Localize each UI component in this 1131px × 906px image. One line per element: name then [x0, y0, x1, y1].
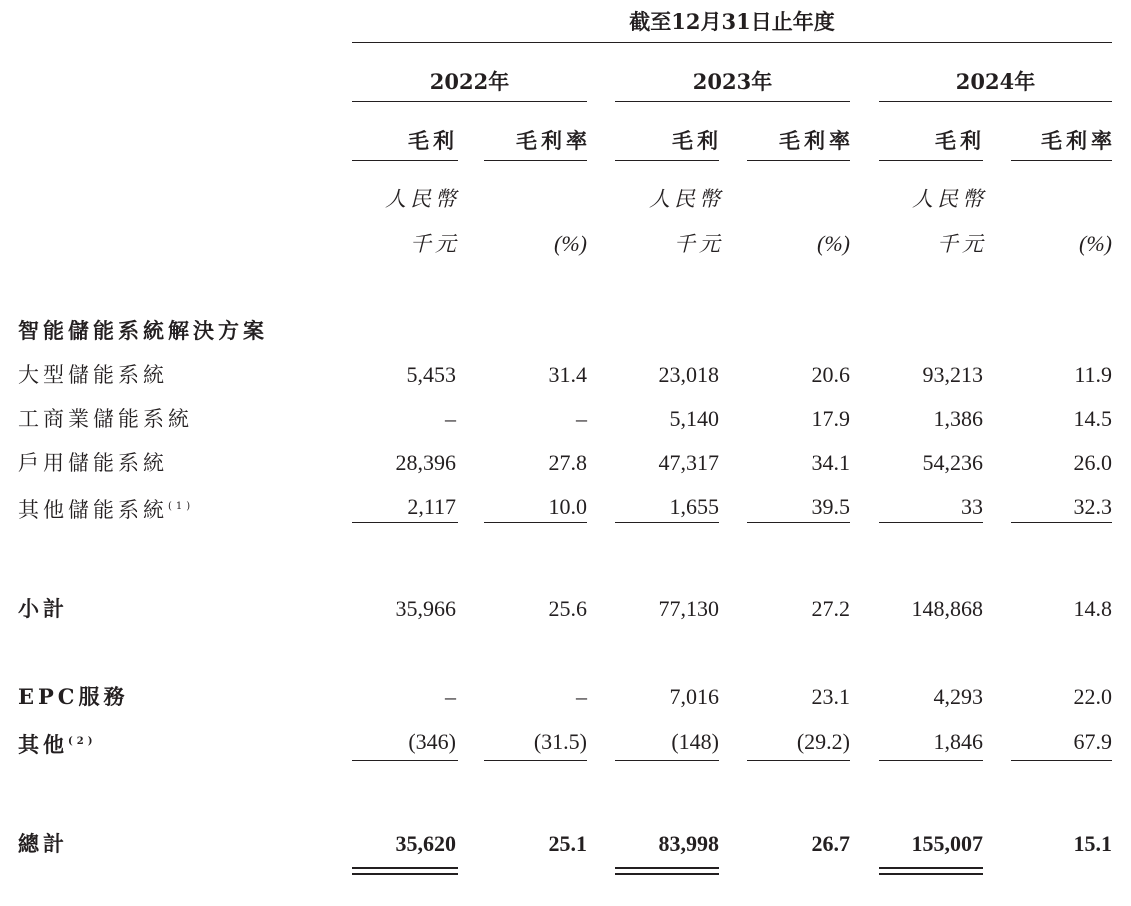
cell-margin-2022: 31.4	[548, 362, 587, 387]
unit-currency-2024: 人民幣	[912, 187, 987, 211]
cell-margin-2023: 27.2	[811, 596, 850, 621]
double-rule	[879, 873, 983, 875]
cell-margin-2023: 34.1	[811, 450, 850, 475]
cell-margin-2024: 11.9	[1074, 362, 1112, 387]
row-label: 戶用儲能系統	[18, 451, 168, 475]
cell-gp-2022: 5,453	[406, 362, 456, 387]
cell-margin-2024: 67.9	[1073, 729, 1112, 754]
cell-margin-2024: 26.0	[1073, 450, 1112, 475]
year-rule-2022	[352, 101, 587, 102]
cell-gp-2022: 28,396	[395, 450, 456, 475]
row-label: 工商業儲能系統	[18, 407, 193, 431]
footnote-marker: (1)	[168, 501, 195, 512]
cell-margin-2022: 25.6	[548, 596, 587, 621]
cell-margin-2022: 27.8	[548, 450, 587, 475]
cell-gp-2024: 155,007	[911, 831, 983, 856]
col-gross-profit-2023: 毛利	[672, 128, 722, 153]
cell-margin-2024: 15.1	[1073, 831, 1112, 856]
sum-rule	[484, 522, 587, 523]
cell-margin-2023: 17.9	[811, 406, 850, 431]
section-smart-storage: 智能儲能系統解決方案	[18, 318, 268, 343]
col-gross-profit-2024: 毛利	[935, 128, 985, 153]
cell-margin-2024: 22.0	[1073, 684, 1112, 709]
row-label	[18, 495, 194, 522]
unit-thousand-2024: 千元	[937, 232, 987, 256]
col-margin-2023: 毛利率	[779, 128, 854, 153]
sum-rule	[615, 760, 719, 761]
cell-gp-2023: 47,317	[658, 450, 719, 475]
sum-rule	[1011, 522, 1112, 523]
col-margin-2022: 毛利率	[516, 128, 591, 153]
double-rule	[352, 873, 458, 875]
cell-gp-2022: –	[445, 684, 456, 709]
cell-gp-2022: –	[445, 406, 456, 431]
col-rule	[484, 160, 587, 161]
cell-margin-2022: –	[576, 406, 587, 431]
other-label	[18, 730, 96, 757]
cell-gp-2022: 2,117	[407, 494, 456, 519]
cell-margin-2022: 10.0	[548, 494, 587, 519]
sum-rule	[1011, 760, 1112, 761]
cell-gp-2023: 83,998	[658, 831, 719, 856]
subtotal-label: 小計	[18, 596, 68, 621]
cell-gp-2023: 77,130	[658, 596, 719, 621]
cell-margin-2024: 14.5	[1073, 406, 1112, 431]
cell-margin-2022: –	[576, 684, 587, 709]
sum-rule	[352, 522, 458, 523]
double-rule	[352, 867, 458, 869]
cell-gp-2023: 5,140	[669, 406, 719, 431]
year-header-2024: 2024年	[955, 69, 1036, 94]
total-label: 總計	[18, 831, 68, 856]
cell-gp-2024: 1,386	[933, 406, 983, 431]
sum-rule	[879, 522, 983, 523]
cell-margin-2023: 23.1	[811, 684, 850, 709]
header-rule	[352, 42, 1112, 43]
unit-currency-2023: 人民幣	[649, 187, 724, 211]
cell-gp-2023: 23,018	[658, 362, 719, 387]
sum-rule	[747, 760, 850, 761]
sum-rule	[615, 522, 719, 523]
cell-margin-2022: (31.5)	[533, 729, 587, 754]
footnote-marker: (2)	[68, 736, 97, 747]
col-gross-profit-2022: 毛利	[408, 128, 458, 153]
col-rule	[747, 160, 850, 161]
cell-margin-2023: 20.6	[811, 362, 850, 387]
double-rule	[615, 867, 719, 869]
other-label-text: 其他	[18, 732, 68, 757]
cell-margin-2022: 25.1	[548, 831, 587, 856]
row-label: 大型儲能系統	[18, 363, 168, 387]
cell-gp-2023: (148)	[671, 729, 719, 754]
unit-pct-2024: (%)	[1079, 231, 1112, 256]
cell-gp-2024: 1,846	[933, 729, 983, 754]
cell-margin-2024: 14.8	[1073, 596, 1112, 621]
cell-gp-2024: 33	[961, 494, 983, 519]
cell-margin-2023: 39.5	[811, 494, 850, 519]
sum-rule	[747, 522, 850, 523]
col-rule	[1011, 160, 1112, 161]
col-rule	[879, 160, 983, 161]
col-margin-2024: 毛利率	[1041, 128, 1116, 153]
unit-pct-2023: (%)	[817, 231, 850, 256]
double-rule	[879, 867, 983, 869]
period-header: 截至12月31日止年度	[629, 9, 835, 34]
cell-gp-2024: 93,213	[922, 362, 983, 387]
col-rule	[352, 160, 458, 161]
year-rule-2023	[615, 101, 850, 102]
year-rule-2024	[879, 101, 1112, 102]
unit-pct-2022: (%)	[554, 231, 587, 256]
row-label-text: 其他儲能系統	[18, 498, 168, 522]
cell-gp-2022: 35,966	[395, 596, 456, 621]
cell-gp-2023: 7,016	[669, 684, 719, 709]
year-header-2023: 2023年	[692, 69, 773, 94]
unit-currency-2022: 人民幣	[385, 187, 460, 211]
year-header-2022: 2022年	[429, 69, 510, 94]
cell-margin-2023: 26.7	[811, 831, 850, 856]
cell-gp-2024: 148,868	[911, 596, 983, 621]
col-rule	[615, 160, 719, 161]
cell-gp-2022: (346)	[408, 729, 456, 754]
cell-gp-2024: 54,236	[922, 450, 983, 475]
sum-rule	[484, 760, 587, 761]
unit-thousand-2022: 千元	[410, 232, 460, 256]
cell-margin-2024: 32.3	[1073, 494, 1112, 519]
sum-rule	[879, 760, 983, 761]
cell-gp-2023: 1,655	[669, 494, 719, 519]
double-rule	[615, 873, 719, 875]
cell-gp-2024: 4,293	[933, 684, 983, 709]
cell-margin-2023: (29.2)	[796, 729, 850, 754]
cell-gp-2022: 35,620	[395, 831, 456, 856]
epc-label: EPC服務	[18, 684, 129, 709]
sum-rule	[352, 760, 458, 761]
unit-thousand-2023: 千元	[674, 232, 724, 256]
